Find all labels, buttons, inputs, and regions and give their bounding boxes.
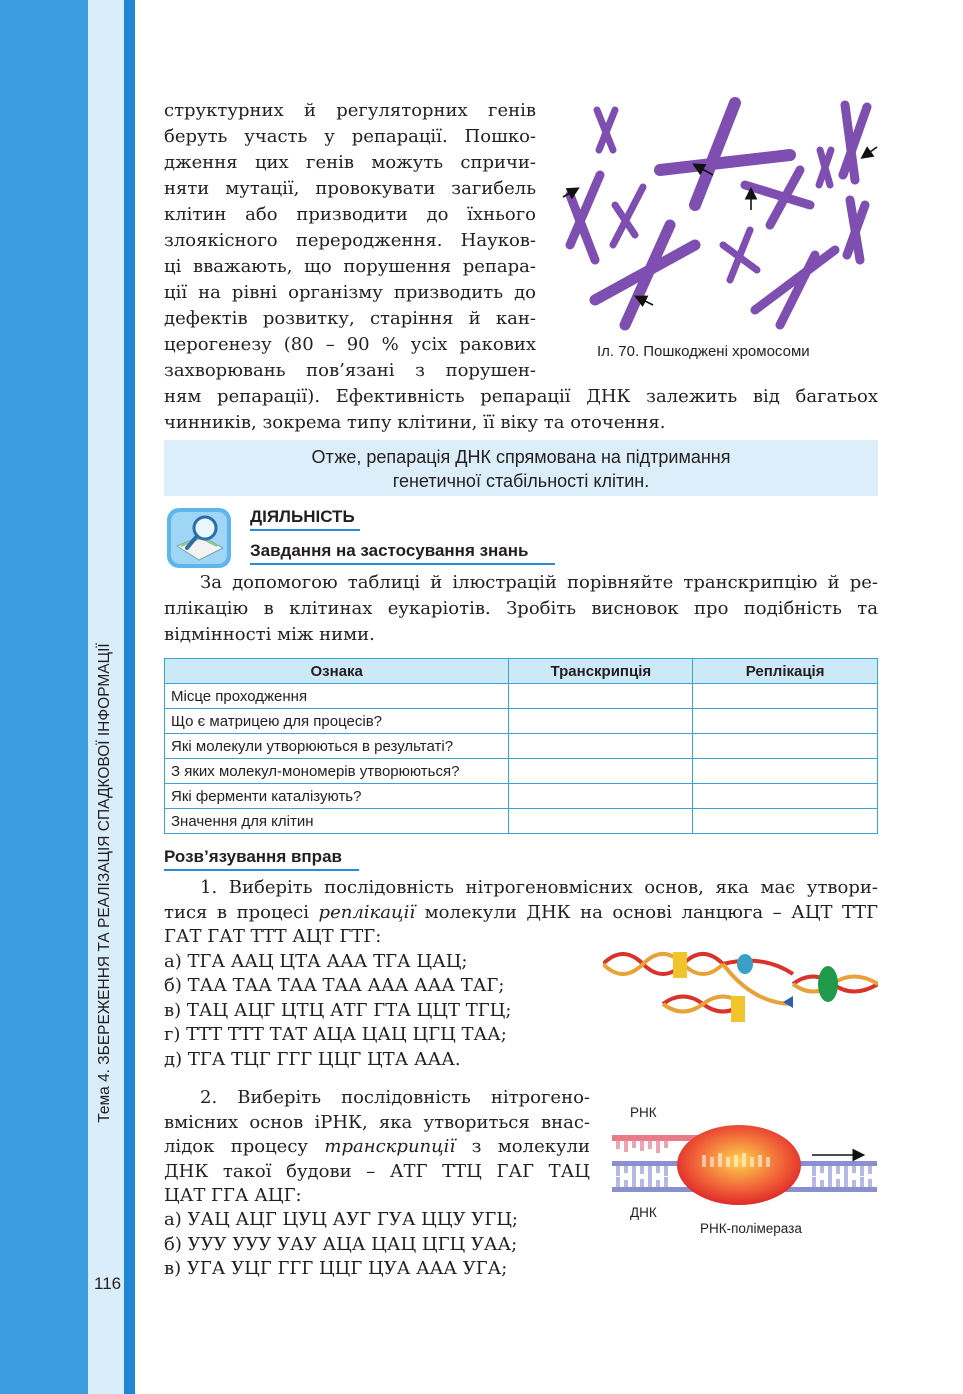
row-label: Які ферменти каталізують? [165,784,509,809]
chromosomes-figure [555,95,885,340]
task-subheading: Завдання на застосування знань [250,541,529,560]
text-line: дефектів розвитку, старіння й кан- [164,308,536,329]
answer-cell[interactable] [509,734,693,759]
chromosome [745,170,810,225]
text-line: відмінності між ними. [164,624,375,645]
chromosome [723,230,757,280]
text-line: ції на рівні організму призводить до [164,282,536,303]
table-row [165,709,878,734]
summary-line: Отже, репарація ДНК спрямована на підтримання [311,447,731,467]
text-line: ці вважають, що порушення репара- [164,256,536,277]
intro-tail [164,384,878,436]
answer-cell[interactable] [693,759,878,784]
text-line: чинників, зокрема типу клітини, її віку та оточення. [164,412,666,433]
text-line [164,1135,590,1160]
emphasis: реплікації [318,901,416,923]
page-number: 116 [94,1274,122,1293]
exercises-underline [164,869,359,871]
chromosome [613,187,643,245]
answer-option[interactable]: в) УГА УЦГ ГГГ ЦЦГ ЦУА ААА УГА; [164,1258,508,1279]
answer-cell[interactable] [509,684,693,709]
answer-option[interactable]: д) ТГА ТЦГ ГГГ ЦЦГ ЦТА ААА. [164,1048,461,1070]
answer-option[interactable]: б) ТАА ТАА ТАА ТАА ААА ААА ТАГ; [164,975,505,996]
answer-option[interactable]: б) УУУ УУУ УАУ АЦА ЦАЦ ЦГЦ УАА; [164,1233,518,1255]
text-span: тися в процесі [164,901,319,923]
emphasis: транскрипції [324,1136,456,1157]
text-line: дження цих генів можуть спричи- [164,152,536,173]
chromosome [755,250,835,325]
chromosome [843,105,867,180]
answer-option[interactable]: г) ТТТ ТТТ ТАТ АЦА ЦАЦ ЦГЦ ТАА; [164,1024,507,1045]
figure-caption: Іл. 70. Пошкоджені хромосоми [597,343,810,360]
answer-option[interactable]: а) УАЦ АЦГ ЦУЦ АУГ ГУА ЦЦУ УГЦ; [164,1209,518,1230]
summary-line: генетичної стабільності клітин. [392,471,650,491]
chromosome [595,225,695,325]
enzyme-label: РНК-полімераза [700,1221,802,1236]
answer-cell[interactable] [693,784,878,809]
exercise-2-options [164,1208,604,1282]
text-span: з молекули [455,1136,590,1157]
text-line: злоякісного переродження. Науков- [164,230,536,251]
answer-option[interactable]: а) ТГА ААЦ ЦТА ААА ТГА ЦАЦ; [164,950,468,972]
row-label: Місце проходження [165,684,509,709]
text-line: няти мутації, провокувати загибель [164,178,536,199]
text-line: клітин або призводити до їхнього [164,204,536,225]
text-line: беруть участь у репарації. Пошко- [164,126,536,147]
text-line: ГАТ ГАТ ТТТ АЦТ ГТГ: [164,926,382,947]
arrow-icon [863,147,877,157]
table-row [165,734,878,759]
answer-cell[interactable] [693,684,878,709]
text-line: вмісних основ іРНК, яка утвориться внас- [164,1111,590,1133]
text-line: церогенезу (80 – 90 % усіх ракових [164,334,536,355]
text-line: захворювань пов’язані з порушен- [164,360,536,381]
summary-box [164,440,878,496]
answer-cell[interactable] [693,809,878,834]
answer-cell[interactable] [509,759,693,784]
intro-paragraph [164,98,536,384]
heading-underline [250,529,360,531]
magnifier-document-icon [165,506,233,570]
column-header: Ознака [165,659,509,684]
table-row [165,809,878,834]
table-row [165,759,878,784]
answer-cell[interactable] [693,709,878,734]
row-label: З яких молекул-мономерів утворюються? [165,759,509,784]
exercise-2 [164,1086,590,1209]
text-span: лідок процесу [164,1136,325,1157]
activity-heading: ДІЯЛЬНІСТЬ [250,507,355,526]
comparison-table [164,658,878,834]
chromosome [570,175,600,260]
row-label: Які молекули утворюються в результаті? [165,734,509,759]
text-line: структурних й регуляторних генів [164,100,536,121]
text-line: 1. Виберіть послідовність нітрогеновмісних основ, яка має утвори- [200,877,878,898]
column-header: Транскрипція [509,659,693,684]
transcription-figure [612,1115,880,1215]
text-line: За допомогою таблиці й ілюстрацій порівняйте транскрипцію й ре- [200,572,878,593]
text-line: 2. Виберіть послідовність нітрогено- [200,1087,590,1108]
chromosome [819,150,831,185]
text-line: ЦАТ ГГА АЦГ: [164,1185,302,1206]
table-row [165,684,878,709]
text-line: ням репарації). Ефективність репарації ДНК залежить від багатьох [164,386,878,407]
text-line: плікацію в клітинах еукаріотів. Зробіть висновок про подібність та [164,598,878,619]
row-label: Значення для клітин [165,809,509,834]
answer-cell[interactable] [509,809,693,834]
answer-cell[interactable] [509,784,693,809]
text-span: молекули ДНК на основі ланцюга – АЦТ ТТГ [415,901,878,923]
text-line: ДНК такої будови – АТГ ТТЦ ГАГ ТАЦ [164,1160,590,1182]
text-line [164,901,878,926]
rna-label: РНК [630,1105,657,1120]
answer-option[interactable]: в) ТАЦ АЦГ ЦТЦ АТГ ГТА ЦЦТ ТГЦ; [164,999,512,1021]
table-row [165,784,878,809]
answer-cell[interactable] [509,709,693,734]
chromosome [597,110,615,150]
sidebar-edge [124,0,135,1394]
dna-label: ДНК [630,1205,657,1220]
exercises-heading: Розв’язування вправ [164,847,342,866]
row-label: Що є матрицею для процесів? [165,709,509,734]
subheading-underline [250,563,555,565]
table-header-row [165,659,878,684]
task-text [164,570,878,648]
column-header: Реплікація [693,659,878,684]
chapter-title: Тема 4. ЗБЕРЕЖЕННЯ ТА РЕАЛІЗАЦІЯ СПАДКОВОЇ ІНФОРМАЦІЇ [96,643,113,1123]
chromosome [847,200,865,260]
replication-figure [603,944,878,1034]
answer-cell[interactable] [693,734,878,759]
